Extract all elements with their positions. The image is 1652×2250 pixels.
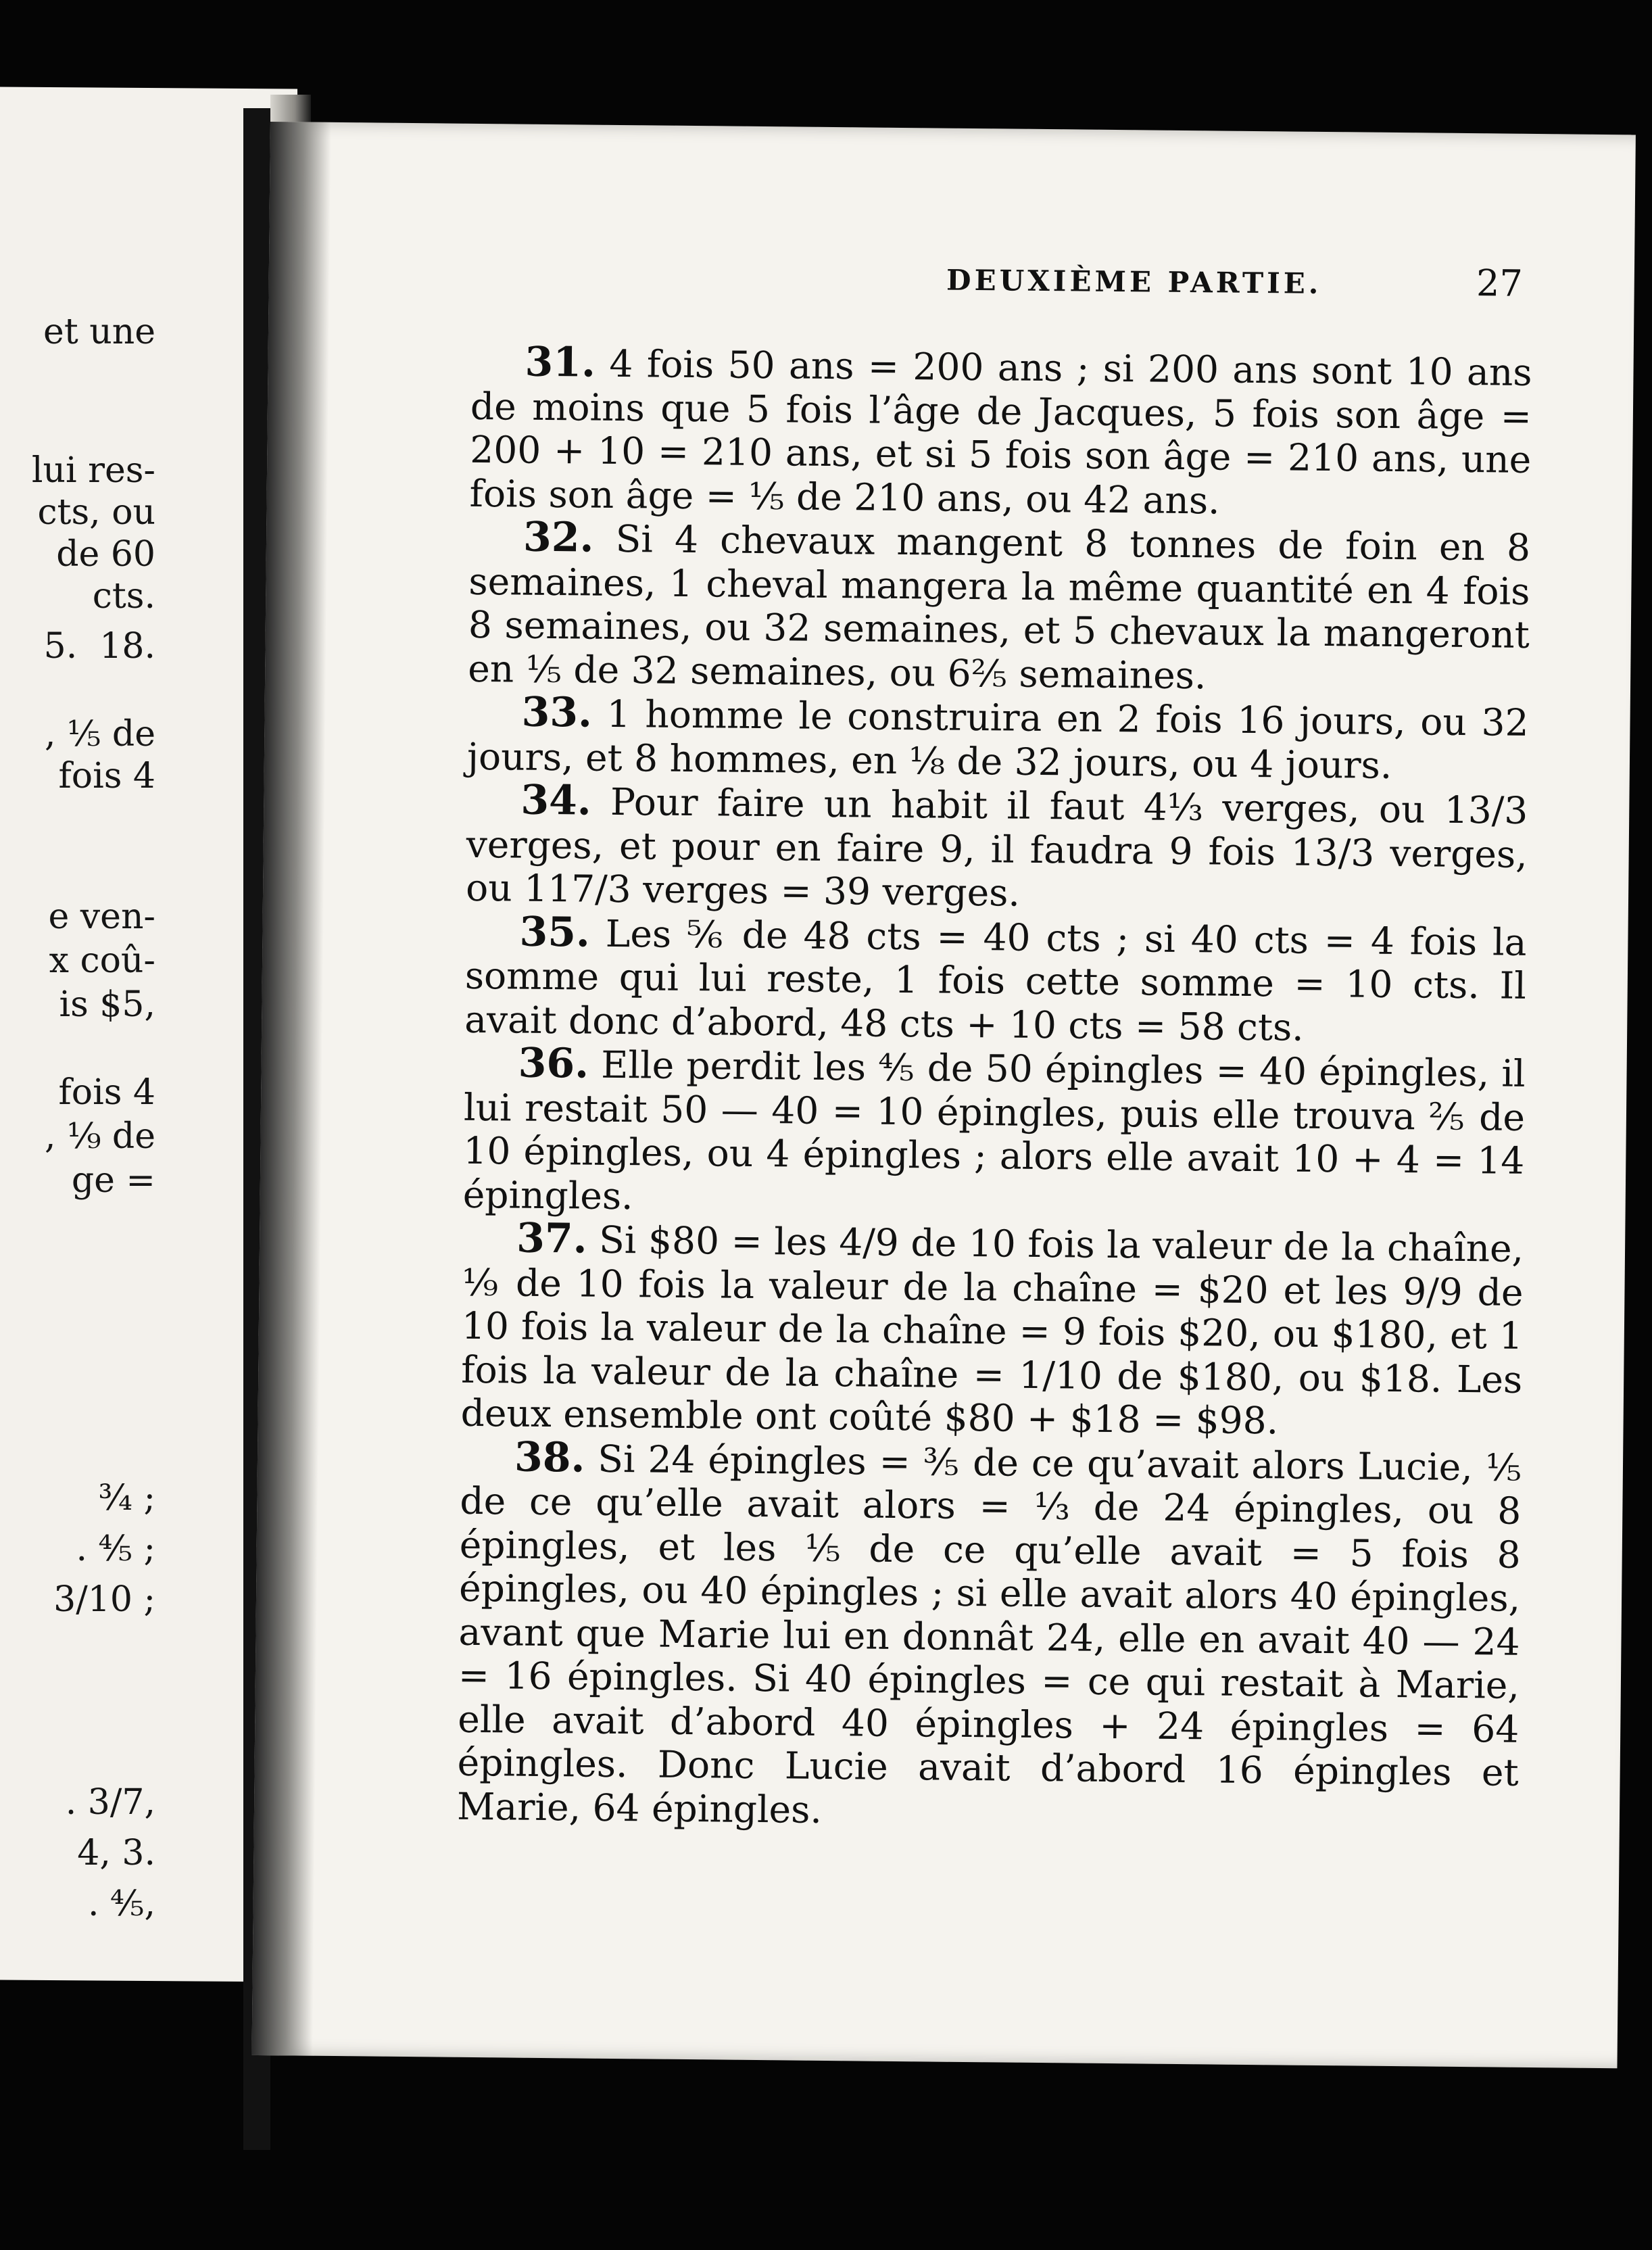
problem-text: Si 24 épingles = ⅗ de ce qu’avait alors Lucie, ⅕ de ce qu’elle avait alors = ⅓ de 24 épingles, ou 8 épingles, et les ⅕ de ce qu’elle avait = 5 fois 8 épingles, ou 40 épingles ; si elle avait alors 40 épingles, avant que Marie lui en donnât 24, elle en avait 40 — 24 = 16 épingles. Si 40 épingles = ce qui restait à Marie, elle avait d’abord 40 épingles + 24 épingles = 64 épingles. Donc Lucie avait d’abord 16 épingles et Marie, 64 épingles. (456, 1437, 1522, 1832)
problem-number: 38. (514, 1433, 585, 1482)
right-page (252, 122, 1636, 2068)
problem-text: Elle perdit les ⅘ de 50 épingles = 40 épingles, il lui restait 50 — 40 = 10 épingles, puis elle trouva ⅖ de 10 épingles, ou 4 épingles ; alors elle avait 10 + 4 = 14 épingles. (462, 1043, 1526, 1218)
problem-paragraph (468, 515, 1530, 700)
problem-number: 37. (516, 1214, 587, 1263)
left-fragment: , ⅕ de (44, 714, 155, 755)
problem-paragraph (457, 1435, 1522, 1838)
left-fragment: ge = (71, 1160, 155, 1201)
problem-number: 32. (523, 513, 594, 562)
left-fragment: . 3/7, (65, 1782, 155, 1823)
problem-text: Pour faire un habit il faut 4⅓ verges, ou 13/3 verges, et pour en faire 9, il faudra 9 fois 13/3 verges, ou 117/3 verges = 39 verges. (465, 780, 1528, 915)
left-fragment: . ⅘, (88, 1884, 155, 1924)
problem-paragraph (464, 909, 1527, 1051)
left-fragment: x coû- (49, 940, 155, 981)
left-fragment: fois 4 (58, 1072, 155, 1113)
left-fragment: , ⅑ de (44, 1116, 155, 1157)
left-fragment: de 60 (56, 534, 155, 575)
problem-paragraph (462, 1041, 1525, 1226)
left-fragment: cts. (92, 576, 155, 617)
problem-paragraph (466, 778, 1528, 920)
problem-number: 33. (521, 688, 593, 737)
left-fragment: is $5, (59, 984, 155, 1025)
left-fragment: . ⅘ ; (76, 1529, 155, 1569)
answers-text (457, 340, 1532, 1838)
left-fragment: et une (43, 312, 155, 352)
left-fragment: 3/10 ; (53, 1579, 155, 1620)
problem-paragraph (460, 1216, 1524, 1445)
problem-text: Si 4 chevaux mangent 8 tonnes de foin en 8 semaines, 1 cheval mangera la même quantité en 4 fois 8 semaines, ou 32 semaines, et 5 chevaux la mangeront en ⅕ de 32 semaines, ou 6⅖ semaines. (467, 517, 1531, 697)
left-fragment: 5. 18. (43, 626, 155, 667)
problem-text: Les ⅚ de 48 cts = 40 cts ; si 40 cts = 4 fois la somme qui lui reste, 1 fois cette somme = 10 cts. Il avait donc d’abord, 48 cts + 10 cts = 58 cts. (464, 911, 1527, 1049)
page-number: 27 (1476, 262, 1524, 305)
problem-number: 35. (519, 908, 591, 957)
left-fragment: 4, 3. (77, 1833, 155, 1873)
problem-paragraph (469, 340, 1532, 525)
left-fragment: ¾ ; (98, 1478, 155, 1518)
problem-text: 4 fois 50 ans = 200 ans ; si 200 ans sont 10 ans de moins que 5 fois l’âge de Jacques, 5 fois son âge = 200 + 10 = 210 ans, et si 5 fois son âge = 210 ans, une fois son âge = ⅕ de 210 ans, ou 42 ans. (469, 341, 1532, 523)
running-header-title: DEUXIÈME PARTIE. (946, 263, 1322, 300)
problem-text: 1 homme le construira en 2 fois 16 jours, ou 32 jours, et 8 hommes, en ⅛ de 32 jours, ou 4 jours. (466, 692, 1529, 787)
problem-number: 31. (525, 338, 596, 387)
left-fragment: e ven- (48, 896, 155, 937)
problem-number: 34. (520, 776, 592, 825)
problem-paragraph (467, 690, 1529, 788)
left-fragment: fois 4 (58, 756, 155, 796)
problem-text: Si $80 = les 4/9 de 10 fois la valeur de la chaîne, ⅑ de 10 fois la valeur de la chaîne = $20 et les 9/9 de 10 fois la valeur de la chaîne = 9 fois $20, ou $180, et 1 fois la valeur de la chaîne = 1/10 de $180, ou $18. Les deux ensemble ont coûté $80 + $18 = $98. (460, 1218, 1524, 1443)
left-fragment: cts, ou (37, 492, 155, 533)
left-fragment: lui res- (31, 450, 155, 491)
problem-number: 36. (518, 1039, 589, 1088)
